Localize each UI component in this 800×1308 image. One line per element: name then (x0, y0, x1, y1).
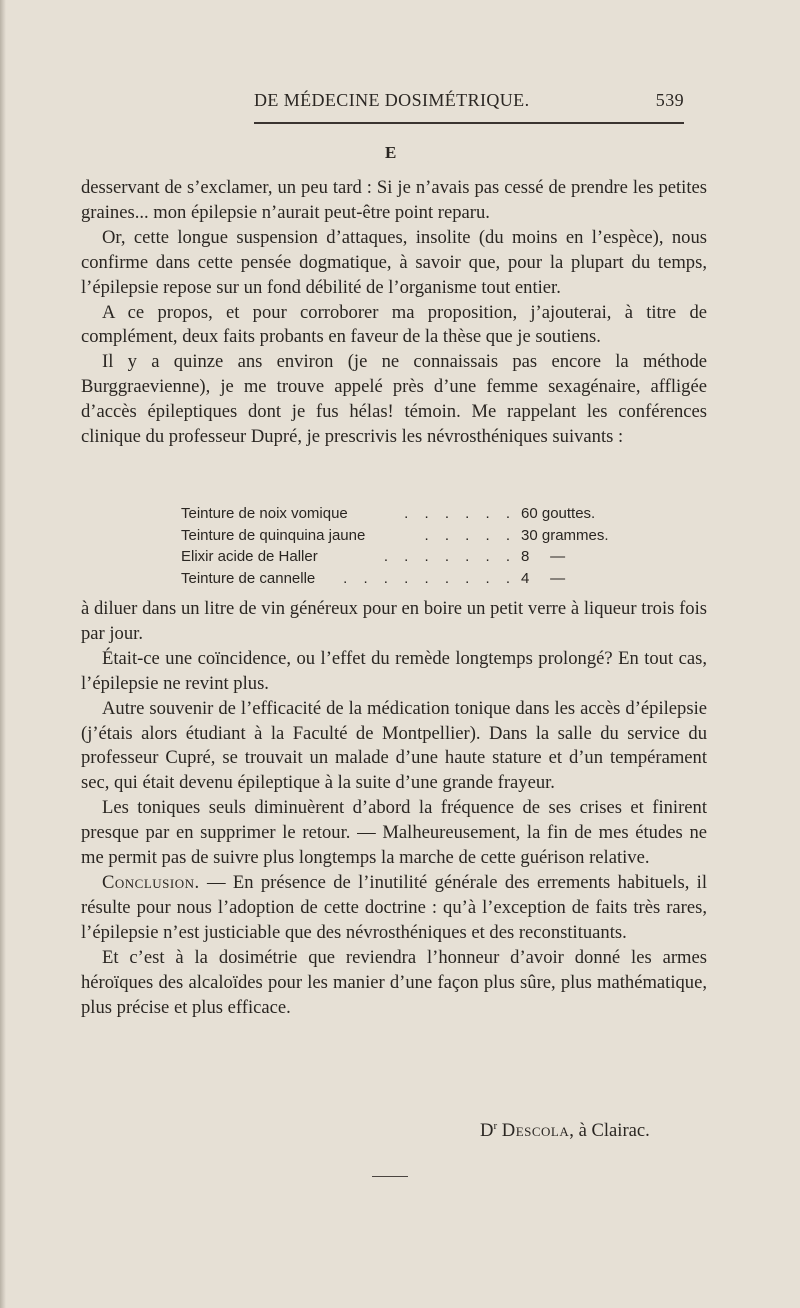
leader-dots: . . . . . . . . . (343, 569, 516, 587)
conclusion-label: Conclusion. (102, 871, 200, 893)
prescription-row (181, 568, 621, 590)
end-rule (372, 1176, 408, 1177)
signature-prefix: D (480, 1120, 494, 1142)
ingredient-quantity: 4 — (521, 569, 566, 587)
ingredient-name: Elixir acide de Haller (181, 548, 318, 565)
signature-name: Descola (501, 1120, 570, 1142)
ingredient-quantity: 30 grammes. (521, 526, 609, 544)
running-header-title: DE MÉDECINE DOSIMÉTRIQUE. (254, 90, 530, 110)
ingredient-name: Teinture de cannelle (181, 569, 316, 587)
prescription-row (181, 525, 621, 547)
paragraph: Autre souvenir de l’efficacité de la médication tonique dans les accès d’épilepsie (j’étais alors étudiant à la Faculté de Montpellier). Dans la salle du service du professeur Cupré, se trouvait un malade d’une haute stature et d’un tempérament sec, qui était devenu épileptique à la suite d’une grande frayeur. (81, 697, 707, 794)
ingredient-name: Teinture de quinquina jaune (181, 526, 366, 544)
section-letter: E (385, 143, 397, 162)
prescription-row (181, 546, 621, 568)
paragraph: Était-ce une coïncidence, ou l’effet du remède longtemps prolongé? En tout cas, l’épilepsie ne revint plus. (81, 647, 707, 694)
paragraph: à diluer dans un litre de vin généreux pour en boire un petit verre à liqueur trois fois par jour. (81, 598, 707, 644)
paragraph: A ce propos, et pour corroborer ma proposition, j’ajouterai, à titre de complément, deux faits probants en faveur de la thèse que je soutiens. (81, 301, 707, 348)
paragraph: Et c’est à la dosimétrie que reviendra l’honneur d’avoir donné les armes héroïques des alcaloïdes pour les manier d’une façon plus sûre, plus mathématique, plus précise et plus efficace. (81, 946, 707, 1018)
paragraph: Or, cette longue suspension d’attaques, insolite (du moins en l’espèce), nous confirme dans cette pensée dogmatique, à savoir que, pour la plupart du temps, l’épilepsie repose sur un fond débilité de l’organisme tout entier. (81, 226, 707, 298)
page-spine-shadow (0, 0, 6, 1308)
paragraph: desservant de s’exclamer, un peu tard : Si je n’avais pas cessé de prendre les petites graines... mon épilepsie n’aurait peut-être point reparu. (81, 177, 707, 223)
paragraph: Les toniques seuls diminuèrent d’abord la fréquence de ses crises et finirent presque par en supprimer le retour. — Malheureusement, la fin de mes études ne me permit pas de suivre plus longtemps la marche de cette guérison relative. (81, 797, 707, 869)
prescription-row (181, 503, 621, 525)
ingredient-name: Teinture de noix vomique (181, 505, 348, 522)
ingredient-quantity: 8 — (521, 548, 566, 565)
signature-place: , à Clairac. (569, 1120, 650, 1142)
leader-dots: . . . . . (424, 526, 516, 544)
page-number: 539 (655, 90, 684, 110)
body-text-top (81, 176, 707, 450)
prescription-list (181, 503, 621, 589)
paragraph: Il y a quinze ans environ (je ne connaissais pas encore la méthode Burggraevienne), je me trouve appelé près d’une femme sexagénaire, affligée d’accès épileptiques dont je fus hélas! témoin. Me rappelant les conférences clinique du professeur Dupré, je prescrivis les névrosthéniques suivants : (81, 351, 707, 448)
author-signature (480, 1120, 650, 1142)
leader-dots: . . . . . . (404, 505, 516, 522)
leader-dots: . . . . . . . (383, 548, 516, 565)
header-rule (254, 122, 684, 124)
conclusion-text: — En présence de l’inutilité générale des errements habituels, il résulte pour nous l’adoption de cette doctrine : qu’à l’exception de faits très rares, l’épilepsie n’est justiciable que des névrosthéniques et des reconstituants. (81, 871, 707, 943)
signature-prefix-sup: r (493, 1120, 498, 1132)
conclusion-paragraph (81, 871, 707, 946)
ingredient-quantity: 60 gouttes. (521, 505, 596, 522)
body-text-bottom (81, 597, 707, 1020)
